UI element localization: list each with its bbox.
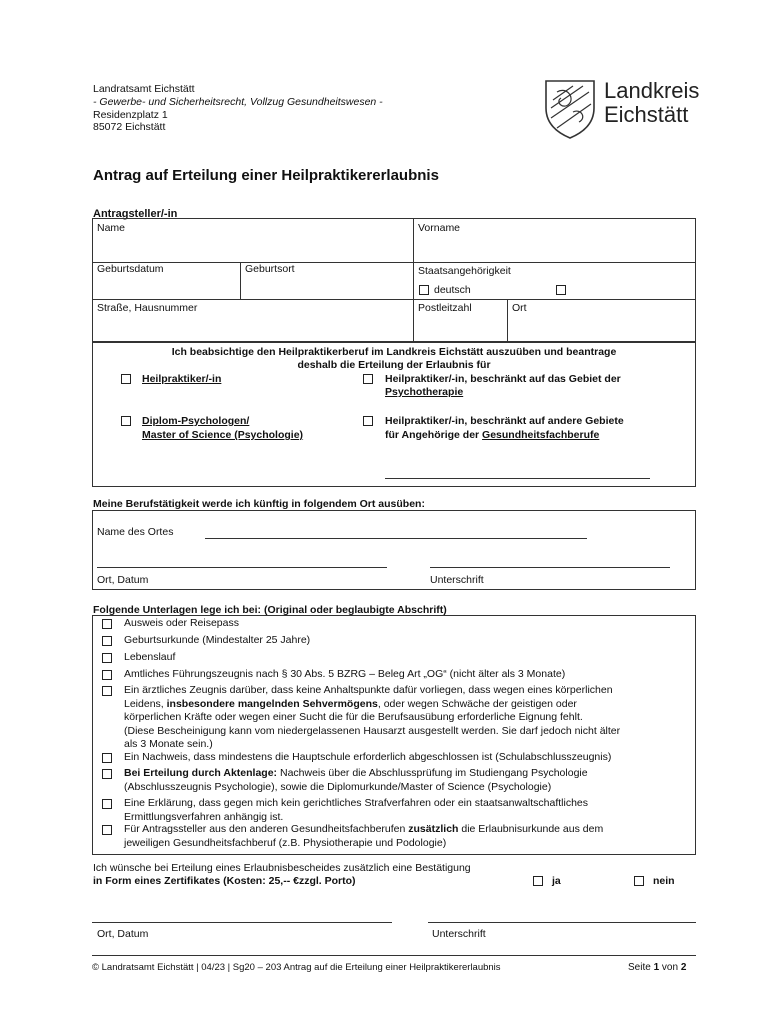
geburtsurkunde-checkbox[interactable] [102,636,112,646]
andere-gebiete-input-line[interactable] [385,478,650,479]
certificate-ja-label: ja [552,875,561,887]
deutsch-label: deutsch [434,284,471,296]
sender-line3: Residenzplatz 1 [93,109,168,121]
diplom-psychologen-label-1: Diplom-Psychologen/ [142,415,250,427]
place-heading: Meine Berufstätigkeit werde ich künftig in folgendem Ort ausüben: [93,498,425,510]
logo-line1: Landkreis [604,78,700,103]
doc-item-schulabschluss: Ein Nachweis, dass mindestens die Hauptschule erforderlich abgeschlossen ist (Schulabschlusszeugnis) [124,751,684,765]
heilpraktiker-label: Heilpraktiker/-in [142,373,222,385]
plz-field[interactable]: Postleitzahl [418,302,472,314]
name-des-ortes-label: Name des Ortes [97,526,174,538]
name-field[interactable]: Name [97,222,126,234]
strafverfahren-checkbox[interactable] [102,799,112,809]
gesundheitsfachberufe-checkbox[interactable] [102,825,112,835]
aerztliches-zeugnis-checkbox[interactable] [102,686,112,696]
schulabschluss-checkbox[interactable] [102,753,112,763]
page-title: Antrag auf Erteilung einer Heilpraktikererlaubnis [93,167,439,184]
ausweis-checkbox[interactable] [102,619,112,629]
docs-heading: Folgende Unterlagen lege ich bei: (Original oder beglaubigte Abschrift) [93,604,447,616]
doc-item-geburtsurkunde: Geburtsurkunde (Mindestalter 25 Jahre) [124,634,684,648]
doc-item-lebenslauf: Lebenslauf [124,651,684,665]
page-number: Seite 1 von 2 [628,962,687,973]
certificate-line1: Ich wünsche bei Erteilung eines Erlaubnisbescheides zusätzlich eine Bestätigung [93,862,471,874]
unterschrift-input[interactable] [428,922,696,923]
psychotherapie-checkbox[interactable] [363,374,373,384]
heilpraktiker-checkbox[interactable] [121,374,131,384]
fuehrungszeugnis-checkbox[interactable] [102,670,112,680]
place-box [92,510,696,590]
sender-line1: Landratsamt Eichstätt [93,83,195,95]
applicant-heading: Antragsteller/-in [93,208,178,220]
certificate-line2: in Form eines Zertifikates (Kosten: 25,-- €zzgl. Porto) [93,875,356,887]
doc-item-ausweis: Ausweis oder Reisepass [124,617,684,631]
coat-of-arms-icon [543,78,597,143]
doc-item-aerztliches-zeugnis: Ein ärztliches Zeugnis darüber, dass keine Anhaltspunkte dafür vorliegen, dass wegen eines körperlichen Leidens, insbesondere mangelnden Sehvermögens, oder wegen Schwäche der geistigen oder körperlichen Kräfte oder wegen einer Sucht die für die Berufsausübung erforderliche Eignung fehlt. (Diese Bescheinigung kann vom niedergelassenen Hausarzt ausgestellt werden. Sie darf jedoch nicht älter als 3 Monate sein.) [124,684,684,752]
certificate-nein-checkbox[interactable] [634,876,644,886]
geburtsort-field[interactable]: Geburtsort [245,263,295,275]
logo-line2: Eichstätt [604,102,689,127]
diplom-psychologen-checkbox[interactable] [121,416,131,426]
certificate-ja-checkbox[interactable] [533,876,543,886]
ort-datum-input[interactable] [92,922,392,923]
place-unterschrift-label: Unterschrift [430,574,484,586]
andere-gebiete-label-2: für Angehörige der Gesundheitsfachberufe [385,429,600,441]
doc-item-aktenlage: Bei Erteilung durch Aktenlage: Nachweis über die Abschlussprüfung im Studiengang Psychologie (Abschlusszeugnis Psychologie), sowie die Diplomurkunde/Master of Science (Psychologie) [124,767,684,794]
place-ort-datum-input[interactable] [97,567,387,568]
certificate-nein-label: nein [653,875,675,887]
applicant-box [92,218,696,342]
sender-line4: 85072 Eichstätt [93,121,166,133]
aktenlage-checkbox[interactable] [102,769,112,779]
diplom-psychologen-label-2: Master of Science (Psychologie) [142,429,304,441]
ort-datum-label: Ort, Datum [97,928,149,940]
place-ort-datum-label: Ort, Datum [97,574,149,586]
vorname-field[interactable]: Vorname [418,222,461,234]
doc-item-fuehrungszeugnis: Amtliches Führungszeugnis nach § 30 Abs. 5 BZRG – Beleg Art „OG“ (nicht älter als 3 Monate) [124,668,684,682]
staatsangehoerigkeit-label: Staatsangehörigkeit [418,265,511,277]
geburtsdatum-field[interactable]: Geburtsdatum [97,263,164,275]
other-nationality-checkbox[interactable] [556,285,566,295]
ort-field[interactable]: Ort [512,302,527,314]
lebenslauf-checkbox[interactable] [102,653,112,663]
doc-item-gesundheitsfachberufe: Für Antragssteller aus den anderen Gesundheitsfachberufen zusätzlich die Erlaubnisurkunde aus dem jeweiligen Gesundheitsfachberuf (z.B. Physiotherapie und Podologie) [124,823,684,850]
footer-divider [92,955,696,956]
sender-line2: - Gewerbe- und Sicherheitsrecht, Vollzug Gesundheitswesen - [93,96,383,108]
place-signature-input[interactable] [430,567,670,568]
psychotherapie-label-1: Heilpraktiker/-in, beschränkt auf das Gebiet der [385,373,621,385]
andere-gebiete-checkbox[interactable] [363,416,373,426]
unterschrift-label: Unterschrift [432,928,486,940]
intent-line1: Ich beabsichtige den Heilpraktikerberuf im Landkreis Eichstätt auszuüben und beantrage [171,346,617,358]
strasse-field[interactable]: Straße, Hausnummer [97,302,198,314]
name-des-ortes-input[interactable] [205,538,587,539]
doc-item-strafverfahren: Eine Erklärung, dass gegen mich kein gerichtliches Strafverfahren oder ein staatsanwaltschaftliches Ermittlungsverfahren anhängig ist. [124,797,684,824]
andere-gebiete-label-1: Heilpraktiker/-in, beschränkt auf andere Gebiete [385,415,624,427]
psychotherapie-label-2: Psychotherapie [385,386,464,398]
deutsch-checkbox[interactable] [419,285,429,295]
intent-line2: deshalb die Erteilung der Erlaubnis für [297,359,491,371]
footer-text: © Landratsamt Eichstätt | 04/23 | Sg20 – 203 Antrag auf die Erteilung einer Heilpraktikererlaubnis [92,962,501,973]
